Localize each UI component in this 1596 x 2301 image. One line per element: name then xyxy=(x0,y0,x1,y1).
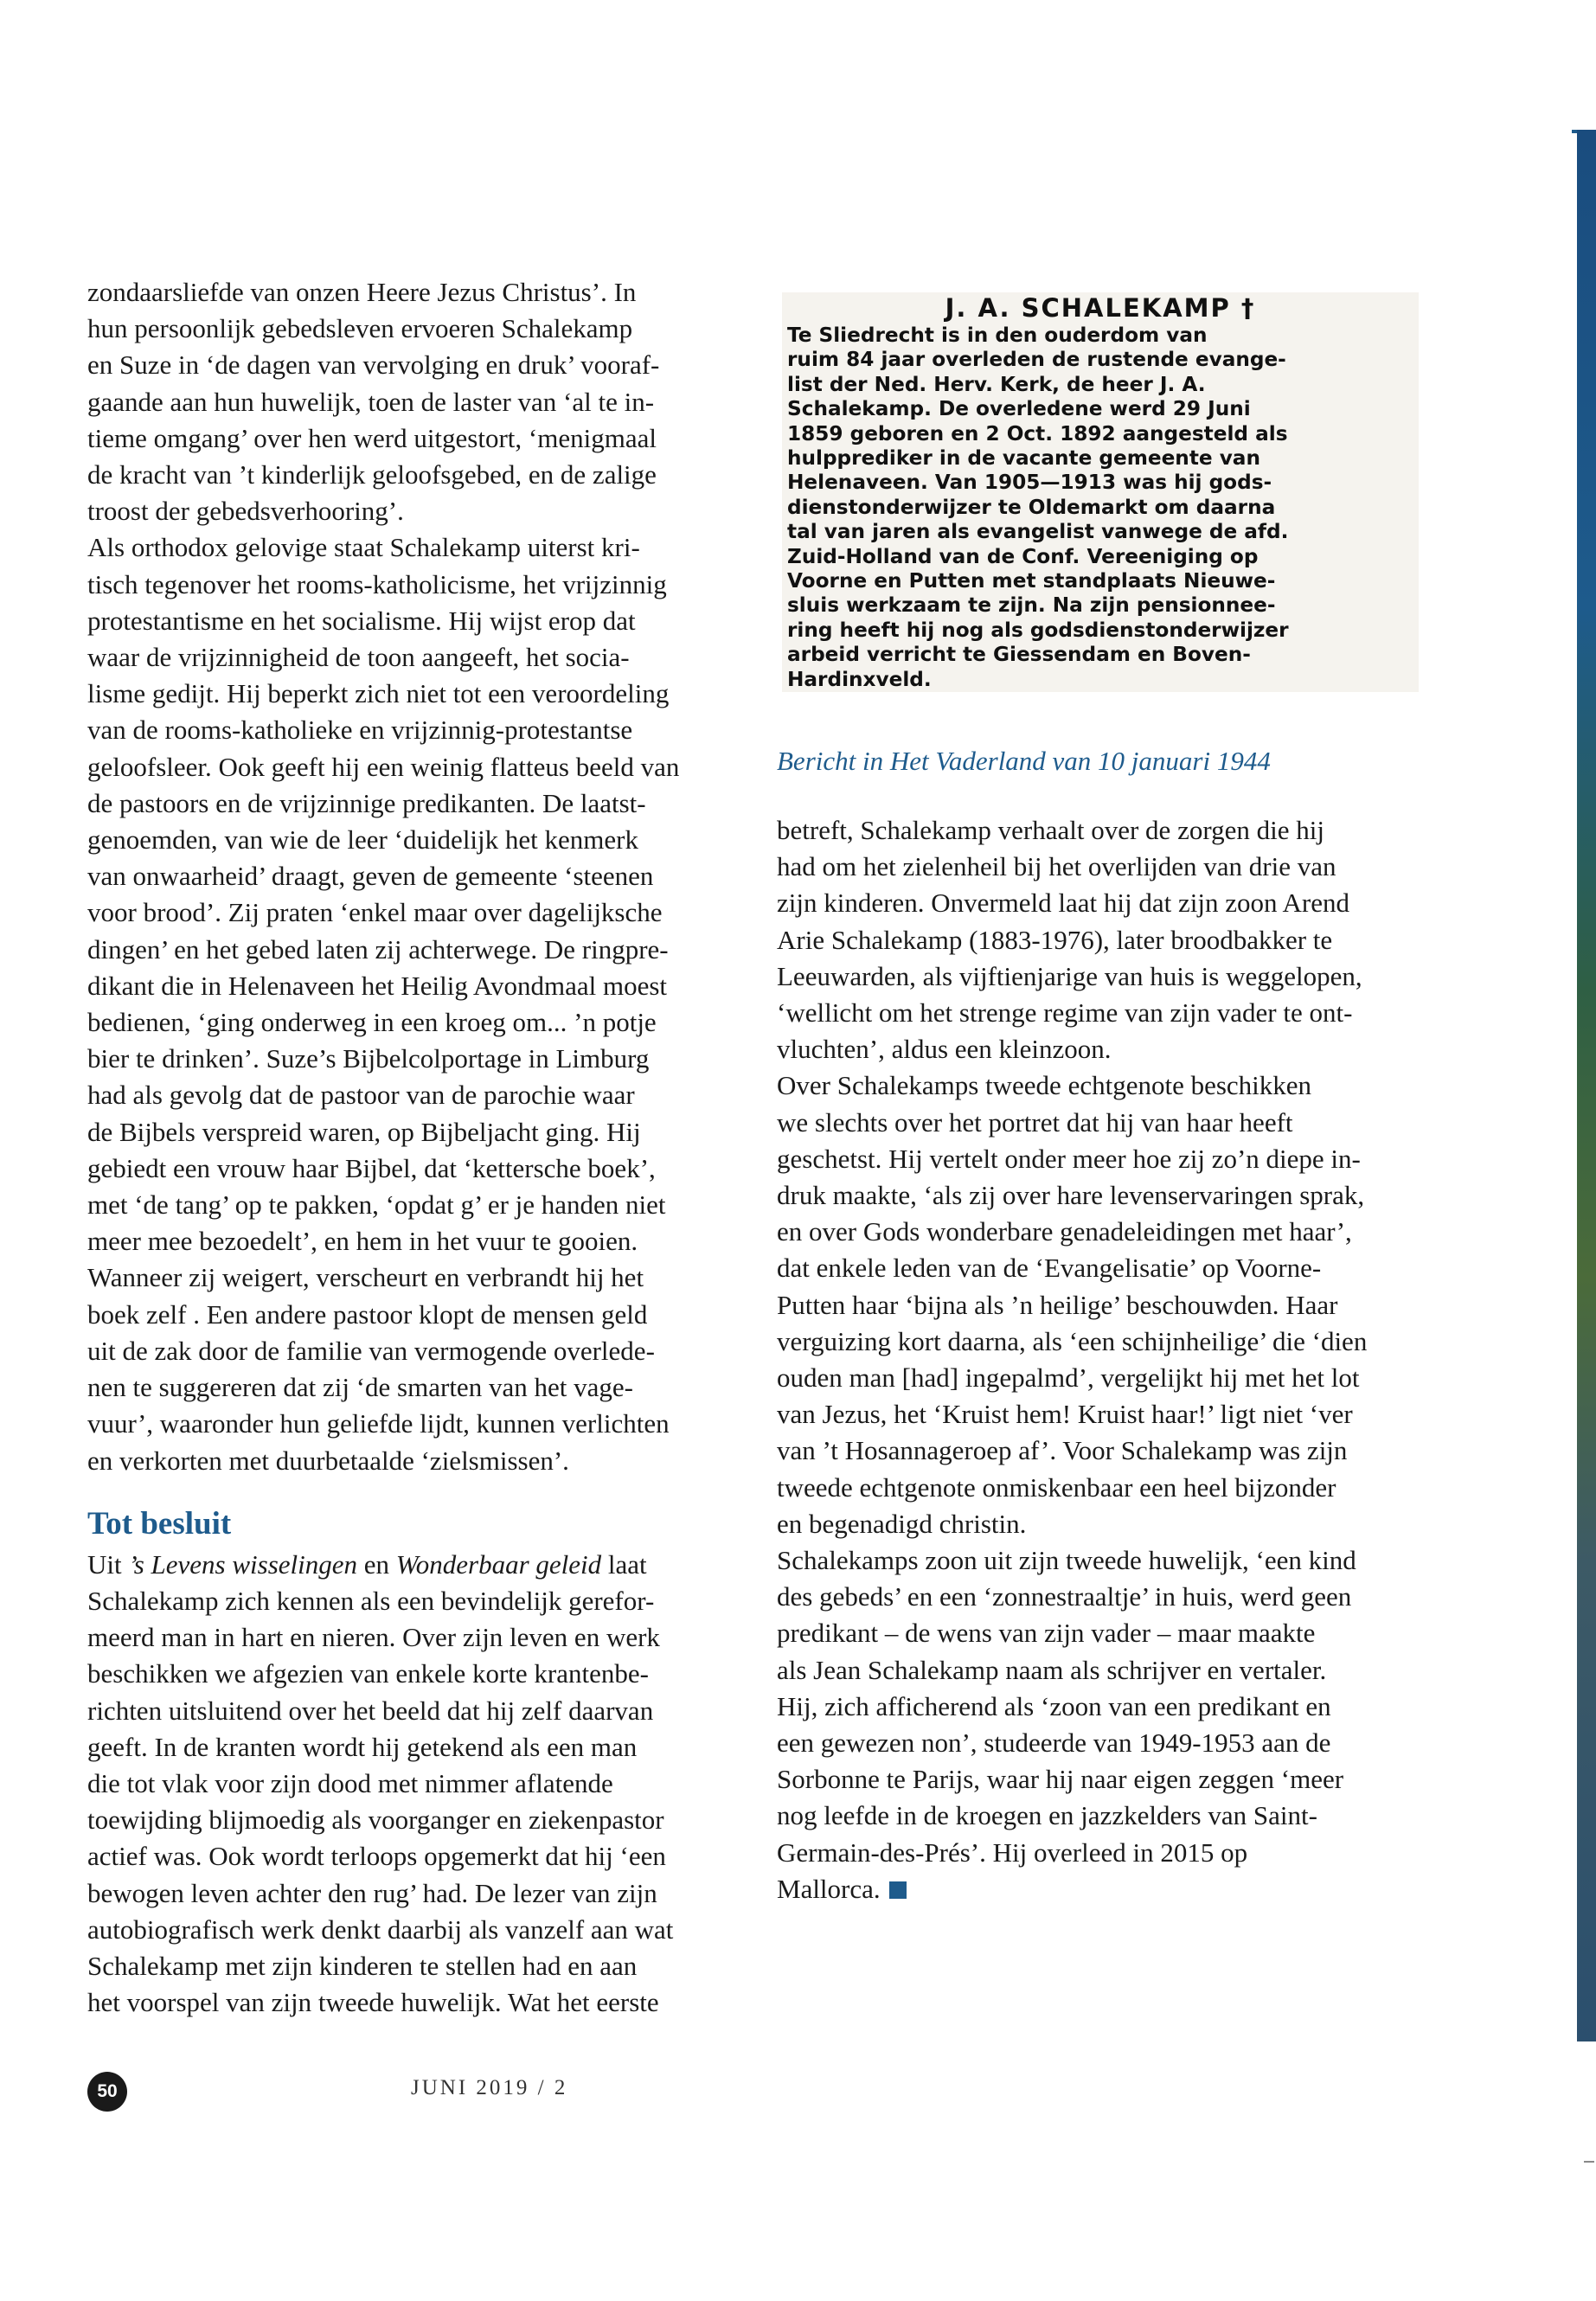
adjacent-page-edge xyxy=(1577,130,1596,2041)
end-of-article-square-icon xyxy=(889,1881,907,1899)
left-column xyxy=(87,274,745,2021)
paragraph: Schalekamps zoon uit zijn tweede huwelijk, ‘een kind des gebeds’ en een ‘zonnestraaltje’ in huis, werd geen predikant – de wens van zijn vader – maar maakte als Jean Schalekamp naam als schrijver en vertaler. Hij, zich afficherend als ‘zoon van een predikant en een gewezen non’, studeerde van 1949-1953 aan de Sorbonne te Parijs, waar hij naar eigen zeggen ‘meer nog leefde in de kroegen en jazzkelders van Saint- Germain-des-Prés’. Hij overleed in 2015 op Mallorca. xyxy=(777,1545,1356,1904)
newspaper-clipping xyxy=(782,292,1419,692)
right-column xyxy=(777,812,1434,1907)
clipping-title: J. A. SCHALEKAMP † xyxy=(945,293,1256,323)
crop-mark xyxy=(1584,2161,1594,2163)
paragraph: Uit ’s Levens wisselingen en Wonderbaar geleid laat Schalekamp zich kennen als een bevindelijk gerefor- meerd man in hart en nieren. Over zijn leven en werk beschikken we afgezien van enkele korte krantenbe- richten uitsluitend over het beeld dat hij zelf daarvan geeft. In de kranten wordt hij getekend als een man die tot vlak voor zijn dood met nimmer aflatende toewijding blijmoedig als voorganger en ziekenpastor actief was. Ook wordt terloops opgemerkt dat hij ‘een bewogen leven achter den rug’ had. De lezer van zijn autobiografisch werk denkt daarbij als vanzelf aan wat Schalekamp met zijn kinderen te stellen had en aan het voorspel van zijn tweede huwelijk. Wat het eerste xyxy=(87,1548,674,2018)
paragraph: zondaarsliefde van onzen Heere Jezus Christus’. In hun persoonlijk gebedsleven ervoeren Schalekamp en Suze in ‘de dagen van vervolging en druk’ vooraf- gaande aan hun huwelijk, toen de laster van ‘al te in- tieme omgang’ over hen werd uitgestort, ‘menigmaal de kracht van ’t kinderlijk geloofsgebed, en de zalige troost der gebedsverhooring’. xyxy=(87,277,660,527)
section-heading: Tot besluit xyxy=(87,1505,232,1541)
clipping-caption: Bericht in Het Vaderland van 10 januari 1944 xyxy=(777,746,1271,776)
book-title: Wonderbaar geleid xyxy=(395,1548,602,1580)
clipping-body: Te Sliedrecht is in den ouderdom van ruim 84 jaar overleden de rustende evange- list der Ned. Herv. Kerk, de heer J. A. Schalekamp. De overledene werd 29 Juni 1859 geboren en 2 Oct. 1892 aangesteld als hulpprediker in de vacante gemeente van Helenaveen. Van 1905—1913 was hij gods- dienstonderwijzer te Oldemarkt om daarna tal van jaren als evangelist vanwege de afd. Zuid-Holland van de Conf. Vereeniging op Voorne en Putten met standplaats Nieuwe- sluis werkzaam te zijn. Na zijn pensionnee- ring heeft hij nog als godsdienstonderwijzer arbeid verricht te Giessendam en Boven- Hardinxveld. xyxy=(787,324,1289,691)
paragraph: Over Schalekamps tweede echtgenote beschikken we slechts over het portret dat hij van haar heeft geschetst. Hij vertelt onder meer hoe zij zo’n diepe in- druk maakte, ‘als zij over hare levenservaringen sprak, en over Gods wonderbare genadeleidingen met haar’, dat enkele leden van de ‘Evangelisatie’ op Voorne- Putten haar ‘bijna als ’n heilige’ beschouwden. Haar verguizing kort daarna, als ‘een schijnheilige’ die ‘dien ouden man [had] ingepalmd’, vergelijkt hij met het lot van Jezus, het ‘Kruist hem! Kruist haar!’ ligt niet ‘ver van ’t Hosannageroep af’. Voor Schalekamp was zijn tweede echtgenote onmiskenbaar een heel bijzonder en begenadigd christin. xyxy=(777,1070,1368,1539)
page-number: 50 xyxy=(87,2072,127,2112)
book-title: ’s Levens wisselingen xyxy=(128,1548,358,1580)
paragraph: Als orthodox gelovige staat Schalekamp uiterst kri- tisch tegenover het rooms-katholicisme, het vrijzinnig protestantisme en het socialisme. Hij wijst erop dat waar de vrijzinnigheid de toon aangeeft, het socia- lisme gedijt. Hij beperkt zich niet tot een veroordeling van de rooms-katholieke en vrijzinnig-protestantse geloofsleer. Ook geeft hij een weinig flatteus beeld van de pastoors en de vrijzinnige predikanten. De laatst- genoemden, van wie de leer ‘duidelijk het kenmerk van onwaarheid’ draagt, geven de gemeente ‘steenen voor brood’. Zij praten ‘enkel maar over dagelijksche dingen’ en het gebed laten zij achterwege. De ringpre- dikant die in Helenaveen het Heilig Avondmaal moest bedienen, ‘ging onderweg in een kroeg om... ’n potje bier te drinken’. Suze’s Bijbelcolportage in Limburg had als gevolg dat de pastoor van de parochie waar de Bijbels verspreid waren, op Bijbeljacht ging. Hij gebiedt een vrouw haar Bijbel, dat ‘kettersche boek’, met ‘de tang’ op te pakken, ‘opdat g’ er je handen niet meer mee bezoedelt’, en hem in het vuur te gooien. Wanneer zij weigert, verscheurt en verbrandt hij het boek zelf . Een andere pastoor klopt de mensen geld uit de zak door de familie van vermogende overlede- nen te suggereren dat zij ‘de smarten van het vage- vuur’, waaronder hun geliefde lijdt, kunnen verlichten en verkorten met duurbetaalde ‘zielsmissen’. xyxy=(87,532,680,1476)
paragraph: betreft, Schalekamp verhaalt over de zorgen die hij had om het zielenheil bij het overlijden van drie van zijn kinderen. Onvermeld laat hij dat zijn zoon Arend Arie Schalekamp (1883-1976), later broodbakker te Leeuwarden, als vijftienjarige van huis is weggelopen, ‘wellicht om het strenge regime van zijn vader te ont- vluchten’, aldus een kleinzoon. xyxy=(777,815,1362,1065)
issue-label: JUNI 2019 / 2 xyxy=(411,2076,568,2099)
